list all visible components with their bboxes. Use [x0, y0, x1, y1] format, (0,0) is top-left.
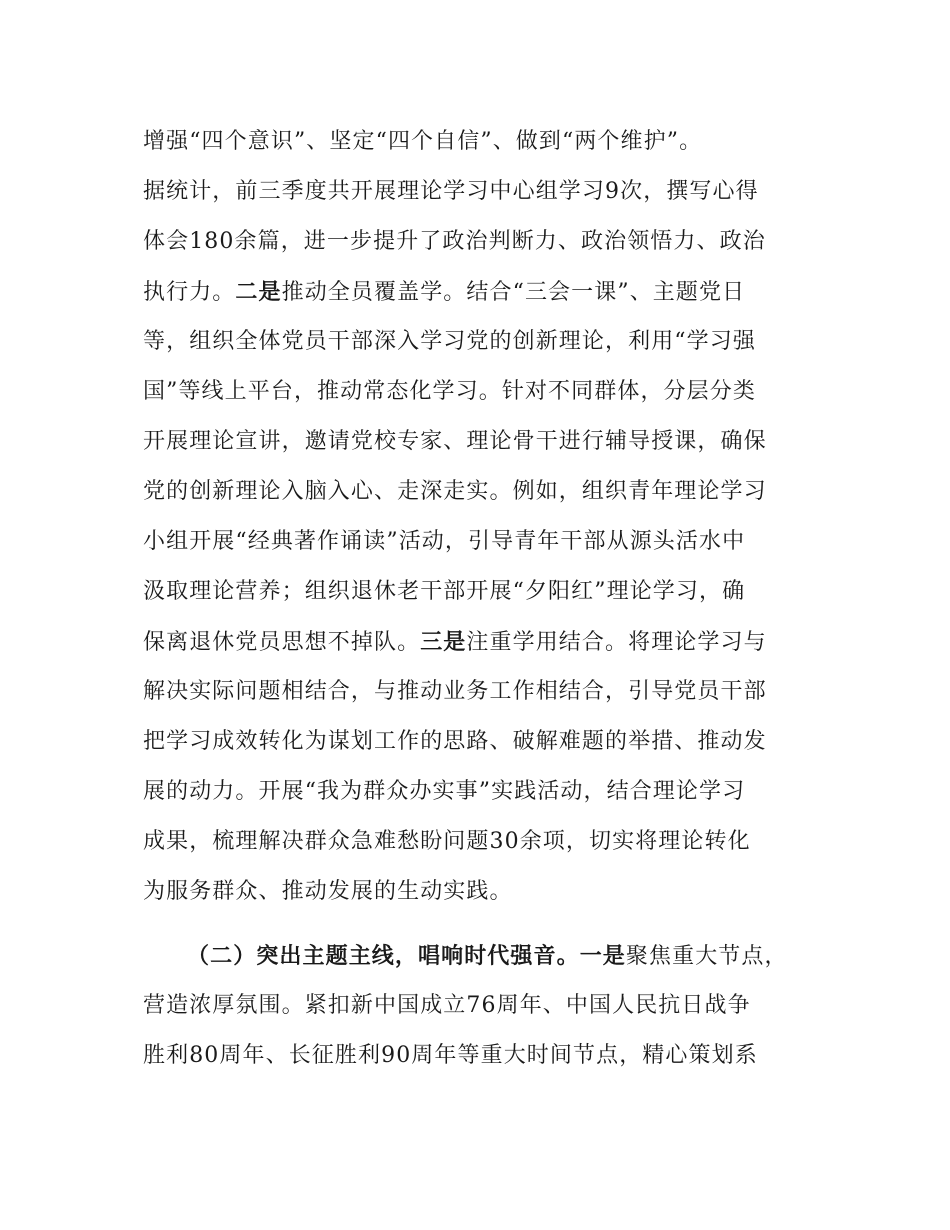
line-text: 解决实际问题相结合，与推动业务工作相结合，引导党员干部 [143, 679, 767, 704]
paragraph-line [143, 627, 813, 658]
enumeration-marker: 一是 [579, 943, 626, 969]
line-text: 保离退休党员思想不掉队。 [143, 630, 421, 655]
line-text: 成果，梳理解决群众急难愁盼问题30余项，切实将理论转化 [143, 829, 751, 854]
line-text: 营造浓厚氛围。紧扣新中国成立76周年、中国人民抗日战争 [143, 993, 751, 1018]
enumeration-marker: 三是 [420, 629, 467, 655]
line-text: 展的动力。开展“我为群众办实事”实践活动，结合理论学习 [143, 779, 746, 804]
paragraph-line [143, 327, 813, 357]
section-heading: （二）突出主题主线，唱响时代强音。 [187, 943, 580, 969]
line-text: 注重学用结合。将理论学习与 [466, 630, 767, 655]
line-text: 执行力。 [143, 280, 236, 305]
paragraph-line [143, 827, 813, 857]
paragraph-line [143, 777, 813, 807]
line-text: 等，组织全体党员干部深入学习党的创新理论，利用“学习强 [143, 329, 756, 354]
line-text: 增强“四个意识”、坚定“四个自信”、做到“两个维护”。 [143, 129, 703, 154]
line-text: 把学习成效转化为谋划工作的思路、破解难题的举措、推动发 [143, 729, 767, 754]
line-text: 据统计，前三季度共开展理论学习中心组学习9次，撰写心得 [143, 179, 759, 204]
line-text: 胜利80周年、长征胜利90周年等重大时间节点，精心策划系 [143, 1043, 758, 1068]
paragraph-line [143, 177, 813, 207]
paragraph-line [143, 377, 813, 407]
line-text: 小组开展“经典著作诵读”活动，引导青年干部从源头活水中 [143, 529, 746, 554]
line-text: 聚焦重大节点， [625, 944, 788, 969]
paragraph-line [143, 277, 813, 308]
line-text: 党的创新理论入脑入心、走深走实。例如，组织青年理论学习 [143, 479, 767, 504]
paragraph-line [143, 477, 813, 507]
paragraph-line [143, 527, 813, 557]
paragraph-line [143, 1041, 813, 1071]
paragraph-line [143, 991, 813, 1021]
line-text: 汲取理论营养；组织退休老干部开展“夕阳红”理论学习，确 [143, 579, 746, 604]
paragraph-line [143, 677, 813, 707]
paragraph-line [143, 427, 813, 457]
paragraph-line [143, 577, 813, 607]
paragraph-line [143, 127, 813, 157]
line-text: 国”等线上平台，推动常态化学习。针对不同群体，分层分类 [143, 379, 756, 404]
paragraph-line [143, 727, 813, 757]
paragraph-line [143, 227, 813, 257]
line-text: 体会180余篇，进一步提升了政治判断力、政治领悟力、政治 [143, 229, 766, 254]
enumeration-marker: 二是 [235, 279, 282, 305]
line-text: 推动全员覆盖学。结合“三会一课”、主题党日 [281, 280, 746, 305]
section-heading-line [187, 941, 827, 972]
paragraph-line [143, 877, 813, 907]
line-text: 为服务群众、推动发展的生动实践。 [143, 879, 513, 904]
line-text: 开展理论宣讲，邀请党校专家、理论骨干进行辅导授课，确保 [143, 429, 767, 454]
